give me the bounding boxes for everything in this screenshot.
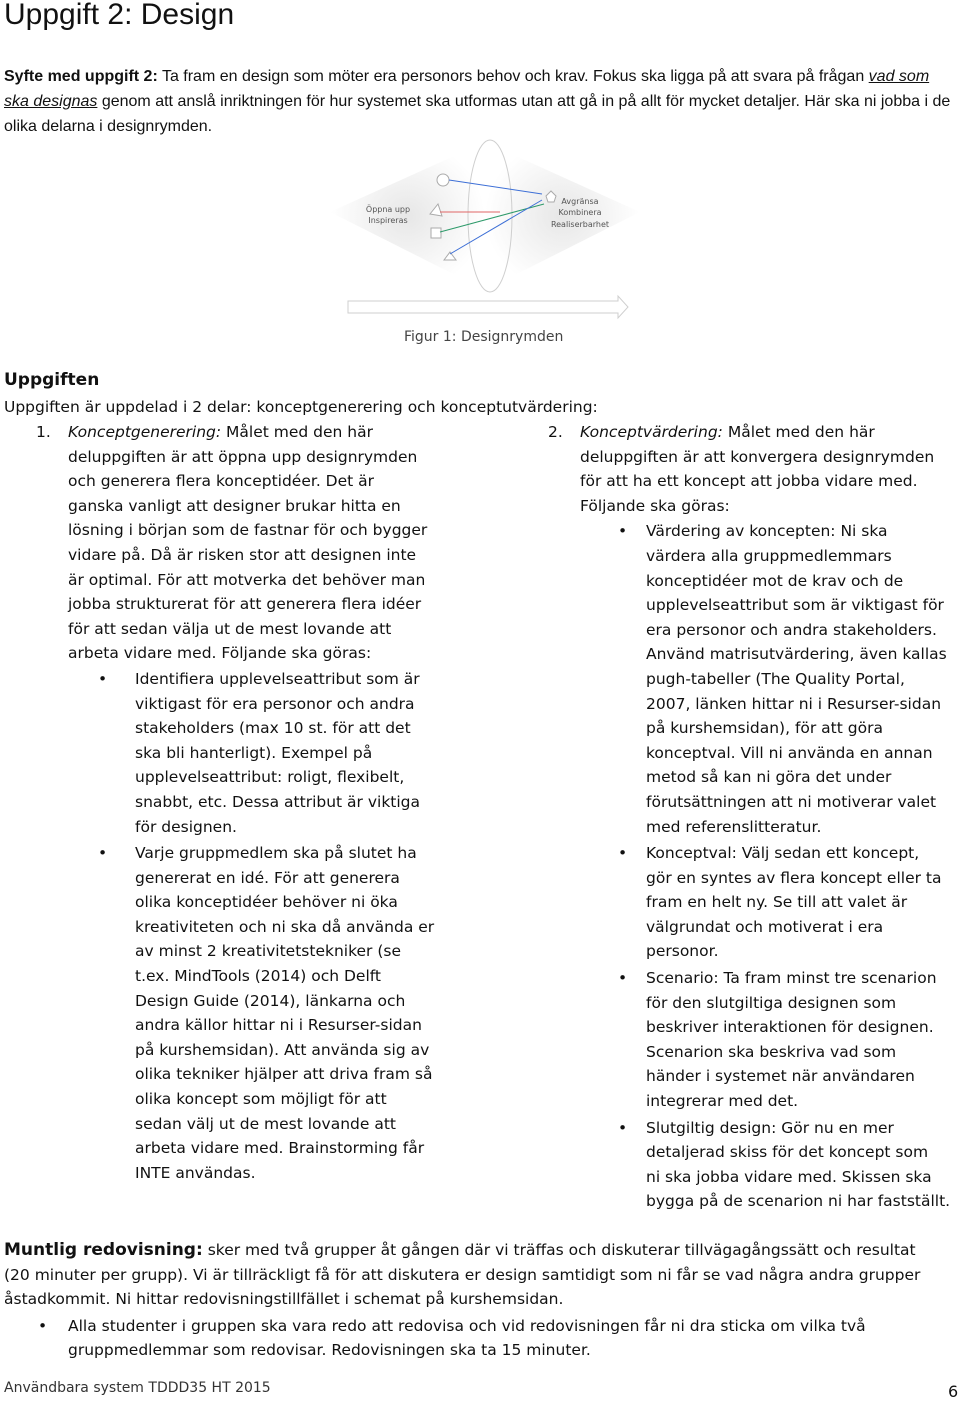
bullet-line: Använd matrisutvärdering, även kallas	[646, 645, 947, 664]
paragraph-line: för att ha ett koncept att jobba vidare med.	[580, 472, 918, 491]
line-text: Målet med den här	[722, 423, 875, 441]
bullet-line: konceptval. Vill ni använda en annan	[646, 743, 933, 762]
bullet-item	[580, 841, 960, 964]
bullet-line: integrerar med det.	[646, 1092, 799, 1111]
bullet-icon: •	[618, 969, 628, 988]
intro-paragraph	[4, 64, 954, 139]
bullet-line: olika koncept som möjligt för att	[135, 1090, 387, 1109]
paragraph-line: för att sedan välja ut de mest lovande att	[68, 619, 392, 638]
part2-block	[580, 420, 960, 1214]
bullet-line: stakeholders (max 10 st. för att det	[135, 719, 411, 738]
oral-bullet-item	[4, 1314, 959, 1363]
oral-bullet-line: gruppmedlemmar som redovisar. Redovisningen ska ta 15 minuter.	[68, 1341, 591, 1360]
bullet-line: upplevelseattribut: roligt, flexibelt,	[135, 768, 405, 787]
bullet-line: arbeta vidare med. Brainstorming får	[135, 1139, 425, 1158]
bullet-line: med referenslitteratur.	[646, 817, 822, 836]
bullet-line: personor.	[646, 942, 719, 961]
left-label-2: Inspireras	[368, 216, 408, 225]
bullet-line: detaljerad skiss för det koncept som	[646, 1143, 929, 1162]
bullet-line: Scenarion ska beskriva vad som	[646, 1042, 897, 1061]
bullet-item	[580, 519, 960, 839]
line-text: Målet med den här	[221, 423, 373, 441]
page-title: Uppgift 2: Design	[4, 0, 235, 31]
bullet-line: era personor och andra stakeholders.	[646, 620, 937, 639]
bullet-line: Scenario: Ta fram minst tre scenarion	[646, 969, 937, 988]
bullet-line: Konceptval: Välj sedan ett koncept,	[646, 844, 920, 863]
paragraph-line: deluppgiften är att öppna upp designrymden	[68, 447, 418, 466]
oral-line: åstadkommit. Ni hittar redovisningstillfället i schemat på kurshemsidan.	[4, 1290, 564, 1309]
circle-shape	[437, 174, 449, 186]
bullet-icon: •	[98, 669, 108, 688]
square-shape	[431, 228, 441, 238]
right-label-3: Realiserbarhet	[550, 220, 610, 229]
progress-arrow	[348, 296, 628, 318]
bullet-line: beskriver interaktionen för designen.	[646, 1018, 934, 1037]
bullet-line: Värdering av koncepten: Ni ska	[646, 522, 888, 541]
bullet-line: ska bli hanterligt). Exempel på	[135, 743, 373, 762]
figure-caption: Figur 1: Designrymden	[404, 329, 564, 345]
paragraph-line: ganska vanligt att designer brukar hitta en	[68, 496, 401, 515]
bullet-line: metod så kan ni göra det under	[646, 768, 892, 787]
bullet-icon: •	[98, 844, 108, 863]
bullet-line: välgrundat och motiverat i era	[646, 917, 884, 936]
bullet-line: snabbt, etc. Dessa attribut är viktiga	[135, 792, 421, 811]
bullet-item	[580, 966, 960, 1114]
bullet-line: gör en syntes av flera koncept eller ta	[646, 868, 942, 887]
paragraph-line: jobba strukturerat för att generera flera idéer	[68, 595, 422, 614]
bullet-line: på kurshemsidan). Att använda sig av	[135, 1040, 430, 1059]
right-label-1: Avgränsa	[561, 197, 599, 206]
paragraph-line: Följande ska göras:	[580, 496, 730, 515]
intro-text-2: genom att anslå inriktningen för hur systemet ska utformas utan att gå in på allt för mycket detaljer. Här ska ni jobba i de olika delarna i designrymden.	[4, 93, 951, 135]
footer-course: Användbara system TDDD35 HT 2015	[4, 1380, 271, 1396]
bullet-line: konceptidéer mot de krav och de	[646, 571, 904, 590]
bullet-line: genererat en idé. För att generera	[135, 868, 400, 887]
bullet-line: fram en helt ny. Se till att valet är	[646, 893, 908, 912]
bullet-line: andra källor hittar ni i Resurser-sidan	[135, 1016, 422, 1035]
paragraph-line: vidare på. Då är risken stor att designen inte	[68, 545, 417, 564]
bullet-line: upplevelseattribut som är viktigast för	[646, 596, 944, 615]
bullet-icon: •	[618, 1118, 628, 1137]
bullet-line: händer i systemet när användaren	[646, 1067, 915, 1086]
bullet-line: Identifiera upplevelseattribut som är	[135, 669, 420, 688]
bullet-line: t.ex. MindTools (2014) och Delft	[135, 967, 382, 986]
bullet-icon: •	[618, 844, 628, 863]
bullet-icon: •	[38, 1316, 48, 1335]
oral-lead: Muntlig redovisning:	[4, 1240, 203, 1260]
bullet-item	[580, 1116, 960, 1214]
paragraph-line	[580, 420, 960, 445]
bullet-line: 2007, länken hittar ni i Resurser-sidan	[646, 694, 942, 713]
bullet-line: förutsättningen att ni motiverar valet	[646, 792, 937, 811]
section-heading: Uppgiften	[4, 370, 100, 390]
bullet-line: bygga på de scenarion ni har fastställt.	[646, 1192, 951, 1211]
part1-number: 1.	[36, 423, 51, 441]
paragraph-line: är optimal. För att motverka det behöver man	[68, 570, 426, 589]
intro-text-1: Ta fram en design som möter era personors behov och krav. Fokus ska ligga på att svara på frågan	[157, 68, 869, 85]
bullet-line: för den slutgiltiga designen som	[646, 993, 897, 1012]
paragraph-line: lösning i början som de fastnar för och bygger	[68, 521, 428, 540]
part1-block	[68, 420, 468, 1185]
part-label: Konceptgenerering:	[68, 423, 222, 441]
page-number: 6	[948, 1382, 959, 1401]
paragraph-line	[68, 420, 468, 445]
design-space-figure	[330, 130, 640, 330]
bullet-line: värdera alla gruppmedlemmars	[646, 546, 892, 565]
intro-lead: Syfte med uppgift 2:	[4, 68, 158, 85]
oral-bullet-line: Alla studenter i gruppen ska vara redo att redovisa och vid redovisningen får ni dra sticka om vilka två	[68, 1316, 866, 1335]
bullet-line: av minst 2 kreativitetstekniker (se	[135, 942, 402, 961]
bullet-line: kreativiteten och ni ska då använda er	[135, 917, 435, 936]
oral-presentation	[4, 1238, 959, 1363]
oral-text: sker med två grupper åt gången där vi träffas och diskuterar tillvägagångssätt och resultat	[202, 1241, 916, 1259]
bullet-icon: •	[618, 522, 628, 541]
bullet-line: Design Guide (2014), länkarna och	[135, 991, 406, 1010]
part-label: Konceptvärdering:	[580, 423, 723, 441]
bullet-line: på kurshemsidan), för att göra	[646, 719, 883, 738]
bullet-line: för designen.	[135, 817, 237, 836]
bullet-line: olika konceptidéer behöver ni öka	[135, 893, 398, 912]
oral-line: (20 minuter per grupp). Vi är tillräckligt få för att diskutera er design samtidigt som ni får se vad några andra grupper	[4, 1265, 921, 1284]
bullet-line: INTE användas.	[135, 1163, 256, 1182]
paragraph-line: och generera flera konceptidéer. Det är	[68, 472, 375, 491]
bullet-line: ni ska jobba vidare med. Skissen ska	[646, 1167, 932, 1186]
part2-number: 2.	[548, 423, 563, 441]
oral-line	[4, 1238, 959, 1263]
bullet-line: viktigast för era personor och andra	[135, 694, 415, 713]
bullet-line: Varje gruppmedlem ska på slutet ha	[135, 844, 417, 863]
bullet-item	[68, 841, 468, 1185]
left-label-1: Öppna upp	[365, 205, 411, 214]
paragraph-line: arbeta vidare med. Följande ska göras:	[68, 644, 372, 663]
intro-emphasis: vad som ska designas	[4, 68, 930, 110]
bullet-line: Slutgiltig design: Gör nu en mer	[646, 1118, 894, 1137]
paragraph-line: deluppgiften är att konvergera designrymden	[580, 447, 935, 466]
section-intro: Uppgiften är uppdelad i 2 delar: konceptgenerering och konceptutvärdering:	[4, 398, 598, 416]
right-label-2: Kombinera	[558, 208, 602, 217]
bullet-item	[68, 667, 468, 839]
bullet-line: olika tekniker hjälper att driva fram så	[135, 1065, 433, 1084]
bullet-line: sedan välj ut de mest lovande att	[135, 1114, 396, 1133]
bullet-line: pugh-tabeller (The Quality Portal,	[646, 669, 905, 688]
